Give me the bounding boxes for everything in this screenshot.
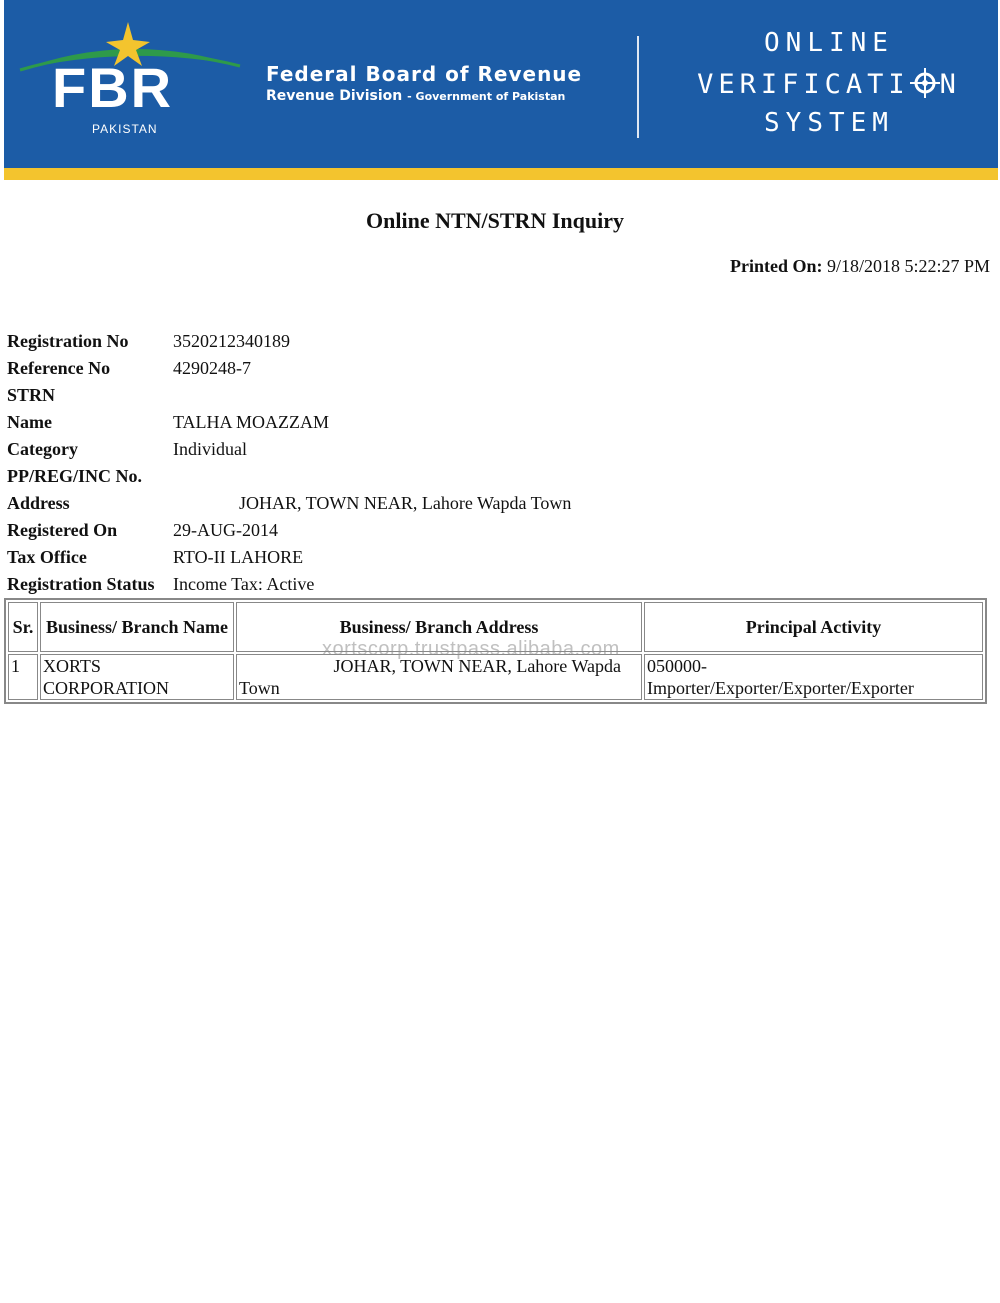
- principal-activity-line: 050000-: [647, 656, 707, 676]
- cell-business-address: [236, 654, 642, 700]
- header-business-name: Business/ Branch Name: [40, 602, 234, 652]
- printed-on: [730, 256, 990, 277]
- ovs-line-2: VERIFICATI N: [697, 69, 961, 100]
- cell-sr: 1: [8, 654, 38, 700]
- field-value: JOHAR, TOWN NEAR, Lahore Wapda Town: [239, 493, 572, 513]
- logo-text: FBR: [52, 56, 174, 119]
- header-banner: [4, 0, 998, 168]
- field-value: 29-AUG-2014: [173, 520, 278, 540]
- header-business-address: Business/ Branch Address: [236, 602, 642, 652]
- cell-principal-activity: [644, 654, 983, 700]
- government-name: - Government of Pakistan: [407, 90, 566, 103]
- cell-business-name: [40, 654, 234, 700]
- printed-on-value: 9/18/2018 5:22:27 PM: [826, 256, 990, 276]
- printed-on-label: Printed On:: [729, 256, 823, 276]
- field-value: TALHA MOAZZAM: [173, 412, 330, 432]
- field-registration-no: [7, 328, 571, 355]
- field-strn: [7, 382, 571, 409]
- field-label: Tax Office: [7, 547, 87, 567]
- business-name-line: CORPORATION: [43, 678, 170, 698]
- field-label: Registration Status: [7, 574, 155, 594]
- division-name: Revenue Division: [266, 88, 403, 104]
- fbr-logo: [18, 20, 248, 136]
- field-label: Reference No: [7, 358, 111, 378]
- field-name: [7, 409, 571, 436]
- field-label: Name: [7, 412, 52, 432]
- field-label: Address: [7, 493, 70, 513]
- header-sr: Sr.: [8, 602, 38, 652]
- field-category: [7, 436, 571, 463]
- logo-country: PAKISTAN: [92, 122, 158, 136]
- field-pp-reg-inc-no: [7, 463, 571, 490]
- watermark: xortscorp.trustpass.alibaba.com: [322, 638, 620, 660]
- table-row: [8, 654, 983, 700]
- field-value: Individual: [173, 439, 247, 459]
- organization-name: Federal Board of Revenue: [266, 62, 583, 86]
- header-principal-activity: Principal Activity: [644, 602, 983, 652]
- header-stripe: [4, 168, 998, 180]
- crosshair-icon: [910, 68, 940, 98]
- field-value: Income Tax: Active: [173, 574, 315, 594]
- field-label: Category: [7, 439, 78, 459]
- field-value: 4290248-7: [173, 358, 251, 378]
- field-label: Registration No: [7, 331, 129, 351]
- header-divider: [637, 36, 639, 138]
- field-registration-status: [7, 571, 571, 598]
- field-registered-on: [7, 517, 571, 544]
- ovs-line-1: ONLINE: [764, 28, 894, 58]
- field-address: [7, 490, 571, 517]
- business-address-line: Town: [239, 678, 280, 698]
- page-title: Online NTN/STRN Inquiry: [366, 208, 624, 233]
- field-value: 3520212340189: [173, 331, 290, 351]
- field-label: Registered On: [7, 520, 118, 540]
- online-verification-system-title: [664, 30, 994, 148]
- business-address-line: JOHAR, TOWN NEAR, Lahore Wapda: [333, 656, 621, 676]
- field-value: RTO-II LAHORE: [173, 547, 304, 567]
- field-tax-office: [7, 544, 571, 571]
- registration-details: [7, 328, 571, 598]
- business-table: [4, 598, 987, 704]
- organization-block: [266, 62, 582, 104]
- field-reference-no: [7, 355, 571, 382]
- field-label: PP/REG/INC No.: [7, 466, 142, 486]
- field-label: STRN: [7, 385, 56, 405]
- principal-activity-line: Importer/Exporter/Exporter/Exporter: [647, 678, 914, 698]
- table-header-row: [8, 602, 983, 652]
- organization-division: [266, 88, 582, 104]
- business-name-line: XORTS: [43, 656, 101, 676]
- ovs-line-3: SYSTEM: [764, 108, 894, 138]
